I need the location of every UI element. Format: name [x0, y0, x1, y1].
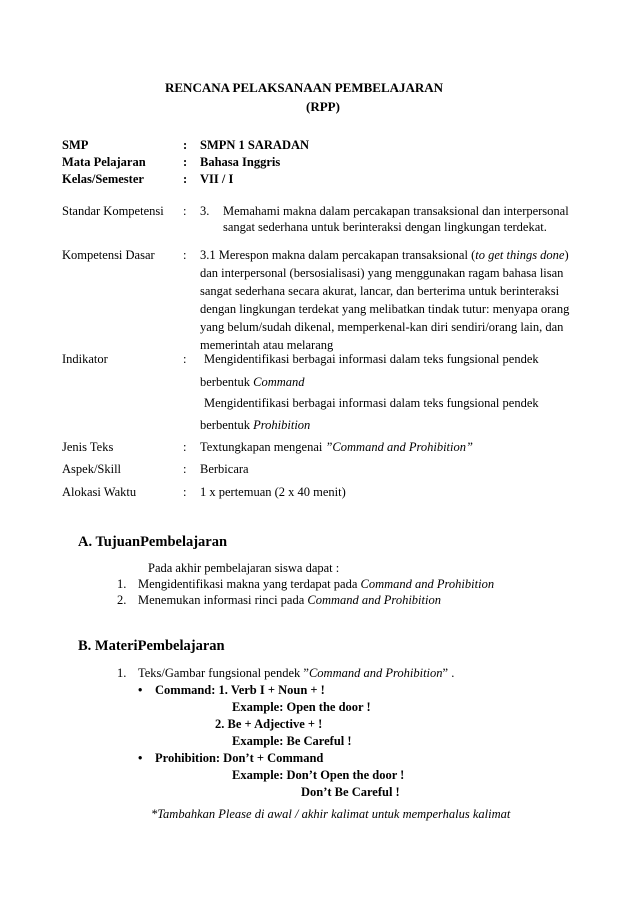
field-label-indikator: Indikator	[62, 352, 108, 366]
field-colon: :	[183, 352, 187, 366]
aspek-value: Berbicara	[200, 462, 249, 476]
section-a-intro: Pada akhir pembelajaran siswa dapat :	[148, 561, 340, 575]
command-rule-2: 2. Be + Adjective + !	[215, 717, 323, 731]
field-label-standar: Standar Kompetensi	[62, 204, 164, 218]
field-colon: :	[183, 485, 187, 499]
section-b-heading: B. MateriPembelajaran	[78, 638, 225, 654]
field-value-smp: SMPN 1 SARADAN	[200, 138, 310, 152]
field-label-alokasi: Alokasi Waktu	[62, 485, 137, 499]
list-item-number: 2.	[117, 593, 127, 607]
indikator-2b: berbentuk Prohibition	[200, 418, 311, 432]
field-label-jenis: Jenis Teks	[62, 440, 114, 454]
alokasi-value: 1 x pertemuan (2 x 40 menit)	[200, 485, 346, 499]
list-item-number: 1.	[117, 577, 127, 591]
section-a-heading: A. TujuanPembelajaran	[78, 534, 228, 550]
command-example-2: Example: Be Careful !	[232, 734, 352, 748]
doc-subtitle: (RPP)	[306, 99, 340, 114]
standar-line-2: sangat sederhana untuk berinteraksi dengan lingkungan terdekat.	[223, 220, 547, 234]
indikator-1: Mengidentifikasi berbagai informasi dalam teks fungsional pendek	[204, 352, 539, 366]
command-example-1: Example: Open the door !	[232, 700, 371, 714]
field-colon: :	[183, 155, 188, 169]
footnote: *Tambahkan Please di awal / akhir kalimat untuk memperhalus kalimat	[151, 807, 511, 821]
prohibition-example-1: Example: Don’t Open the door !	[232, 768, 405, 782]
kompetensi-line-6: memerintah atau melarang	[200, 338, 334, 352]
standar-number: 3.	[200, 204, 210, 218]
prohibition-rule: Prohibition: Don’t + Command	[155, 751, 324, 765]
field-value-mapel: Bahasa Inggris	[200, 155, 281, 169]
kompetensi-line-5: yang belum/sudah dikenal, memperkenal-kan diri sendiri/orang lain, dan	[200, 320, 564, 334]
field-label-smp: SMP	[62, 138, 89, 152]
list-item: Mengidentifikasi makna yang terdapat pada Command and Prohibition	[138, 577, 495, 591]
list-item: Menemukan informasi rinci pada Command and Prohibition	[138, 593, 441, 607]
standar-line-1: Memahami makna dalam percakapan transaksional dan interpersonal	[223, 204, 569, 218]
bullet-icon: •	[138, 751, 143, 765]
field-colon: :	[183, 138, 188, 152]
field-colon: :	[183, 440, 187, 454]
indikator-1b: berbentuk Command	[200, 375, 305, 389]
field-colon: :	[183, 172, 188, 186]
kompetensi-line-4: dengan lingkungan terdekat yang melibatkan tindak tutur: menyapa orang	[200, 302, 570, 316]
kompetensi-line-1: 3.1 Merespon makna dalam percakapan transaksional (to get things done)	[200, 248, 569, 262]
field-colon: :	[183, 462, 187, 476]
bullet-icon: •	[138, 683, 143, 697]
field-colon: :	[183, 204, 187, 218]
list-item: Teks/Gambar fungsional pendek ”Command and Prohibition” .	[138, 666, 455, 680]
jenis-value: Textungkapan mengenai ”Command and Prohibition”	[200, 440, 473, 454]
indikator-2: Mengidentifikasi berbagai informasi dalam teks fungsional pendek	[204, 396, 539, 410]
field-value-kelas: VII / I	[200, 172, 234, 186]
field-label-mapel: Mata Pelajaran	[62, 155, 146, 169]
kompetensi-line-2: dan interpersonal (bersosialisasi) yang menggunakan ragam bahasa lisan	[200, 266, 564, 280]
field-label-aspek: Aspek/Skill	[62, 462, 122, 476]
field-label-kompetensi: Kompetensi Dasar	[62, 248, 155, 262]
prohibition-example-2: Don’t Be Careful !	[301, 785, 400, 799]
doc-title: RENCANA PELAKSANAAN PEMBELAJARAN	[165, 80, 444, 95]
command-rule: Command: 1. Verb I + Noun + !	[155, 683, 325, 697]
field-colon: :	[183, 248, 187, 262]
kompetensi-line-3: sangat sederhana secara akurat, lancar, dan berterima untuk berinteraksi	[200, 284, 560, 298]
field-label-kelas: Kelas/Semester	[62, 172, 144, 186]
list-item-number: 1.	[117, 666, 127, 680]
